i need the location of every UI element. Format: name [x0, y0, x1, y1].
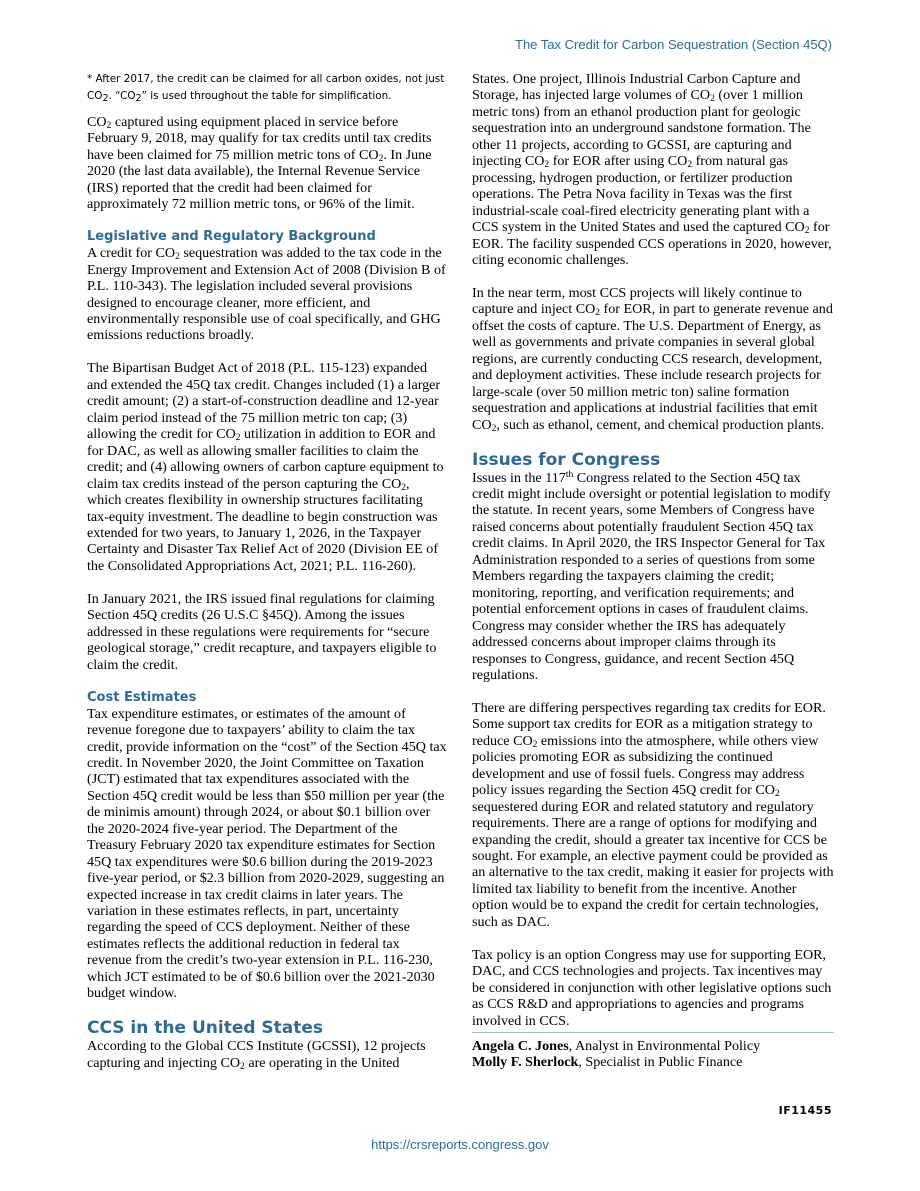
- paragraph-2008-act: A credit for $CO_2$ sequestration was added to the tax code in the Energy Improvement and Extension Act of 2008 (Division B of P.L. 110-343). The legislation included several provisions designed to encourage cleaner, more efficient, and environmentally responsible use of coal specifically, and GHG emissions reductions broadly.: [87, 245, 446, 344]
- paragraph-gccsi-projects: According to the Global CCS Institute (GCSSI), 12 projects capturing and injecting $CO_2$ are operating in the United: [87, 1038, 426, 1072]
- running-header: The Tax Credit for Carbon Sequestration (Section 45Q): [515, 37, 832, 52]
- author-line: [472, 1054, 834, 1070]
- author-name: Angela C. Jones: [472, 1038, 569, 1055]
- paragraph-irs-regulations: In January 2021, the IRS issued final regulations for claiming Section 45Q credits (26 U.S.C §45Q). Among the issues addressed in these regulations were requirements for “secure geological storage,” credit recapture, and taxpayers eligible to claim the credit.: [87, 590, 437, 673]
- right-column: [472, 71, 834, 1071]
- author-line: [472, 1038, 834, 1054]
- author-name: Molly F. Sherlock: [472, 1054, 579, 1071]
- heading-legislative-background: Legislative and Regulatory Background: [87, 229, 376, 245]
- heading-cost-estimates: Cost Estimates: [87, 689, 197, 705]
- heading-ccs-united-states: CCS in the United States: [87, 1018, 324, 1039]
- paragraph-tax-policy: Tax policy is an option Congress may use for supporting EOR, DAC, and CCS technologies and projects. Tax incentives may be considered in conjunction with other legislative options such as CCS R&D and appropriations to agencies and programs involved in CCS.: [472, 946, 832, 1029]
- paragraph-eor-perspectives: There are differing perspectives regarding tax credits for EOR. Some support tax credits for EOR as a mitigation strategy to reduce $CO_2$ emissions into the atmosphere, while others view policies promoting EOR as subsidizing the continued development and use of fossil fuels. Congress may address policy issues regarding the Section 45Q credit for $CO_2$ sequestered during EOR and related statutory and regulatory requirements. There are a range of options for modifying and expanding the credit, should a greater tax incentive for CCS be sought. For example, an elective payment could be provided as an alternative to the tax credit, making it easier for projects with limited tax liability to benefit from the incentive. Another option would be to expand the credit for certain technologies, such as DAC.: [472, 699, 834, 930]
- document-number: IF11455: [778, 1104, 832, 1117]
- paragraph-near-term: In the near term, most CCS projects will likely continue to capture and inject $CO_2$ for EOR, in part to generate revenue and offset the costs of capture. The U.S. Department of Energy, as well as governments and private companies in several global regions, are currently conducting CCS research, development, and deployment activities. These include research projects for large-scale (over 50 million metric ton) saline formation sequestration and applications at industrial facilities that emit $CO_2$, such as ethanol, cement, and chemical production plants.: [472, 284, 833, 434]
- footer-url-link[interactable]: https://crsreports.congress.gov: [371, 1137, 549, 1152]
- heading-issues-for-congress: Issues for Congress: [472, 449, 661, 470]
- author-divider: [472, 1032, 834, 1033]
- author-title: , Specialist in Public Finance: [578, 1054, 743, 1071]
- paragraph-bipartisan-budget-act: The Bipartisan Budget Act of 2018 (P.L. 115-123) expanded and extended the 45Q tax credit. Changes included (1) a larger credit amount; (2) a start-of-construction deadline and 12-year claim period instead of the 75 million metric ton cap; (3) allowing the credit for $CO_2$ utilization in addition to EOR and for DAC, as well as allowing smaller facilities to claim the credit; and (4) allowing owners of carbon capture equipment to claim tax credits instead of the person capturing the $CO_2$, which creates flexibility in ownership structures facilitating tax-equity investment. The deadline to begin construction was extended for two years, to January 1, 2026, in the Taxpayer Certainty and Disaster Tax Relief Act of 2020 (Division EE of the Consolidated Appropriations Act, 2021; P.L. 116-260).: [87, 360, 444, 574]
- table-footnote: * After 2017, the credit can be claimed for all carbon oxides, not just $CO_2$. “$CO_2$” is used throughout the table for simplification.: [87, 73, 445, 104]
- author-title: , Analyst in Environmental Policy: [568, 1038, 761, 1055]
- paragraph-cost-estimates: Tax expenditure estimates, or estimates of the amount of revenue foregone due to taxpayers’ ability to claim the tax credit, provide information on the “cost” of the Section 45Q tax credit. In November 2020, the Joint Committee on Taxation (JCT) estimated that tax expenditures associated with the Section 45Q credit would be less than $50 million per year (the de minimis amount) through 2024, or about $0.1 billion over the 2020-2024 five-year period. The Department of the Treasury February 2020 tax expenditure estimates for Section 45Q tax expenditures were $0.6 billion during the 2019-2023 five-year period, or $2.3 billion from 2020-2029, suggesting an expected increase in tax credit claims in later years. The variation in these estimates reflects, in part, uncertainty regarding the speed of CCS deployment. Neither of these estimates reflects the additional reduction in federal tax revenue from the credit’s two-year extension in P.L. 116-230, which JCT estimated to be of $0.6 billion over the 2021-2030 budget window.: [87, 705, 447, 1002]
- paragraph-issues-117th: Issues in the 117th Congress related to the Section 45Q tax credit might include oversight or potential legislation to modify the statute. In recent years, some Members of Congress have raised concerns about potentially fraudulent Section 45Q tax credit claims. In April 2020, the IRS Inspector General for Tax Administration responded to a series of questions from some Members regarding the taxpayers claiming the credit; monitoring, reporting, and verification requirements; and potential enforcement options in cases of fraudulent claims. Congress may consider whether the IRS has adequately addressed concerns about improper claims through its responses to Congress, guidance, and recent Section 45Q regulations.: [472, 469, 831, 683]
- paragraph-credit-limit: $CO_2$ captured using equipment placed in service before February 9, 2018, may qualify for tax credits until tax credits have been claimed for 75 million metric tons of $CO_2$. In June 2020 (the last data available), the Internal Revenue Service (IRS) reported that the credit had been claimed for approximately 72 million metric tons, or 96% of the limit.: [87, 114, 432, 213]
- left-column: [87, 71, 447, 1071]
- paragraph-projects-continued: States. One project, Illinois Industrial Carbon Capture and Storage, has injected large volumes of $CO_2$ (over 1 million metric tons) from an ethanol production plant for geologic sequestration into an underground sandstone formation. The other 11 projects, according to GCSSI, are capturing and injecting $CO_2$ for EOR after using $CO_2$ from natural gas processing, hydrogen production, or fertilizer production operations. The Petra Nova facility in Texas was the first industrial-scale coal-fired electricity generating plant with a CCS system in the United States and used the captured $CO_2$ for EOR. The facility suspended CCS operations in 2020, however, citing economic challenges.: [472, 71, 832, 268]
